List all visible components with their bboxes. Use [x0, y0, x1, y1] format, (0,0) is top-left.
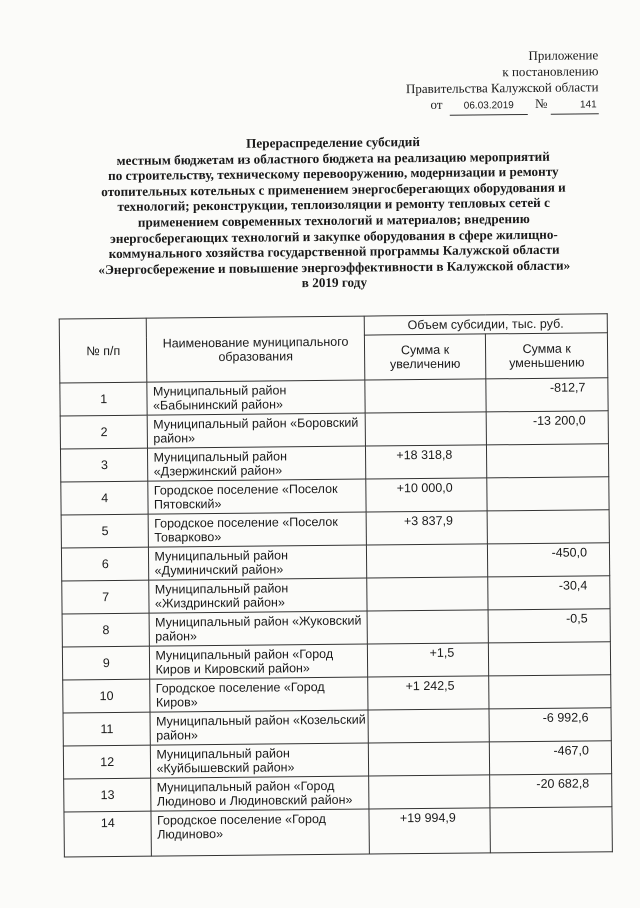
row-increase: +1 242,5 — [367, 676, 489, 710]
table-row — [60, 411, 608, 449]
row-name: Городское поселение «Поселок Пятовский» — [148, 479, 365, 514]
row-decrease — [489, 675, 611, 709]
row-num: 9 — [62, 646, 150, 680]
header-subsidy-volume: Объем субсидии, тыс. руб. — [364, 314, 608, 335]
row-decrease — [490, 807, 612, 853]
table-row — [62, 609, 610, 647]
table-row — [63, 741, 611, 779]
row-increase — [368, 775, 490, 809]
title-line: по строительству, техническому перевооружению, модернизации и ремонту — [108, 163, 559, 184]
row-num: 4 — [61, 481, 149, 515]
table-row — [61, 477, 609, 515]
header-increase: Сумма к увеличению — [364, 334, 486, 380]
table-row — [63, 708, 611, 746]
row-decrease — [489, 642, 611, 676]
row-decrease — [487, 510, 609, 544]
row-decrease: -6 992,6 — [489, 708, 611, 742]
row-num: 12 — [63, 745, 151, 779]
row-num: 2 — [60, 415, 148, 449]
table-row — [62, 642, 610, 680]
title-line: местным бюджетам из областного бюджета на реализацию мероприятий — [116, 148, 550, 168]
appendix-title: Приложение — [528, 47, 599, 63]
row-decrease: -467,0 — [490, 741, 612, 775]
row-increase: +3 837,9 — [366, 511, 488, 545]
table-row — [62, 576, 610, 614]
appendix-block — [406, 47, 599, 116]
header-decrease: Сумма к уменьшению — [486, 333, 608, 379]
row-name: Муниципальный район «Куйбышевский район» — [151, 743, 368, 778]
title-line: применением современных технологий и материалов; внедрению — [137, 210, 530, 230]
table-row — [61, 510, 609, 548]
row-decrease: -20 682,8 — [490, 774, 612, 808]
row-increase — [368, 742, 490, 776]
appendix-government: Правительства Калужской области — [405, 79, 599, 97]
row-decrease: -812,7 — [486, 378, 608, 412]
appendix-resolution: к постановлению — [502, 63, 599, 80]
header-name: Наименование муниципального образования — [147, 316, 365, 382]
title-line: в 2019 году — [301, 274, 368, 291]
row-num: 14 — [64, 811, 152, 857]
row-decrease: -0,5 — [488, 609, 610, 643]
row-increase — [368, 709, 490, 743]
row-decrease: -450,0 — [488, 543, 610, 577]
row-name: Муниципальный район «Город Киров и Кировский район» — [150, 644, 367, 679]
title-line: Перераспределение субсидий — [246, 134, 421, 151]
row-num: 13 — [64, 778, 152, 812]
row-num: 7 — [62, 580, 150, 614]
row-increase: +18 318,8 — [365, 445, 487, 479]
row-increase — [364, 379, 486, 413]
row-name: Муниципальный район «Город Людиново и Людиновский район» — [151, 776, 368, 811]
row-name: Муниципальный район «Жуковский район» — [150, 611, 367, 646]
row-decrease — [487, 477, 609, 511]
title-line: «Энергосбережение и повышение энергоэффективности в Калужской области» — [98, 257, 571, 277]
row-increase — [365, 412, 487, 446]
row-increase: +10 000,0 — [365, 478, 487, 512]
row-name: Городское поселение «Город Киров» — [150, 677, 367, 712]
row-num: 6 — [61, 547, 149, 581]
row-num: 1 — [60, 382, 148, 416]
row-num: 11 — [63, 712, 151, 746]
row-name: Муниципальный район «Козельский район» — [150, 710, 367, 745]
row-decrease: -30,4 — [488, 576, 610, 610]
row-name: Городское поселение «Поселок Товарково» — [149, 512, 366, 547]
table-row — [64, 774, 612, 812]
appendix-date-line — [406, 95, 599, 116]
title-line: энергосберегающих технологий и закупке оборудования в сфере жилищно- — [110, 226, 558, 246]
date-value: 06.03.2019 — [450, 98, 528, 116]
row-decrease — [487, 444, 609, 478]
date-label: от — [430, 96, 443, 112]
title-line: коммунального хозяйства государственной программы Калужской области — [108, 241, 560, 262]
row-decrease: -13 200,0 — [486, 411, 608, 445]
number-value: 141 — [551, 97, 599, 114]
row-num: 3 — [60, 448, 148, 482]
row-num: 10 — [63, 679, 151, 713]
row-name: Муниципальный район «Жиздринский район» — [149, 578, 366, 613]
row-name: Муниципальный район «Думиничский район» — [149, 545, 366, 580]
document-title — [77, 132, 590, 293]
row-increase: +19 994,9 — [369, 808, 491, 854]
row-name: Муниципальный район «Боровский район» — [148, 413, 365, 448]
header-num: № п/п — [59, 318, 147, 383]
row-increase: +1,5 — [367, 643, 489, 677]
table-row — [61, 543, 609, 581]
number-label: № — [534, 95, 548, 111]
title-line: отопительных котельных с применением энергосберегающих оборудования и — [101, 179, 566, 199]
row-num: 5 — [61, 514, 149, 548]
row-num: 8 — [62, 613, 150, 647]
row-increase — [366, 544, 488, 578]
row-name: Муниципальный район «Бабынинский район» — [147, 380, 364, 415]
subsidy-table — [59, 313, 613, 857]
table-row — [63, 675, 611, 713]
row-name: Муниципальный район «Дзержинский район» — [148, 446, 365, 481]
table-row — [60, 378, 608, 416]
row-name: Городское поселение «Город Людиново» — [151, 809, 369, 856]
row-increase — [367, 610, 489, 644]
table-row — [64, 807, 612, 857]
title-line: технологий; реконструкции, теплоизоляции и ремонту тепловых сетей с — [117, 195, 550, 215]
row-increase — [366, 577, 488, 611]
table-row — [60, 444, 608, 482]
